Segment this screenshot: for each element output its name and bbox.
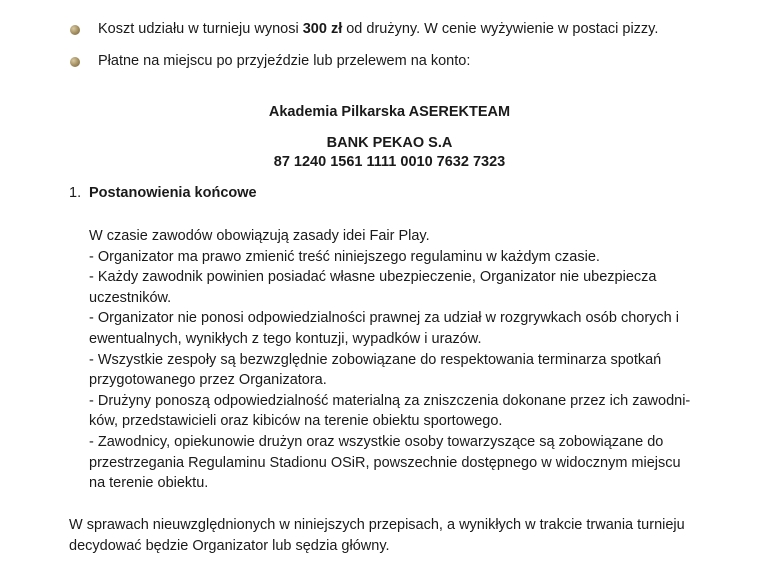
payment-bullet [70, 53, 470, 69]
bank-name: BANK PEKAO S.A [326, 135, 453, 151]
rules-line: ewentualnych, wynikłych z tego kontuzji, wypadków i urazów. [89, 330, 482, 347]
final-line: decydować będzie Organizator lub sędzia główny. [69, 538, 390, 554]
rules-line: na terenie obiektu. [89, 475, 209, 492]
final-line: W sprawach nieuwzględnionych w niniejszych przepisach, a wynikłych w trakcie trwania turnieju [69, 517, 685, 533]
rules-line: - Zawodnicy, opiekunowie drużyn oraz wszystkie osoby towarzyszące są zobowiązane do [89, 433, 664, 450]
final-paragraph [69, 515, 719, 557]
rules-line: W czasie zawodów obowiązują zasady idei Fair Play. [89, 228, 430, 244]
rules-line: - Każdy zawodnik powinien posiadać własne ubezpieczenie, Organizator nie ubezpiecza [89, 269, 657, 286]
bullet-icon [70, 25, 80, 35]
fee-amount: 300 zł [302, 21, 343, 37]
rules-line: przestrzegania Regulaminu Stadionu OSiR, powszechnie dostępnego w widocznym miejscu [89, 454, 681, 471]
rules-line: ków, przedstawicieli oraz kibiców na terenie obiektu sportowego. [89, 413, 503, 430]
rules-line: - Organizator ma prawo zmienić treść niniejszego regulaminu w każdym czasie. [89, 248, 600, 265]
account-number: 87 1240 1561 1111 0010 7632 7323 [273, 154, 506, 170]
rules-line: - Organizator nie ponosi odpowiedzialności prawnej za udział w rozgrywkach osób chorych i [89, 310, 679, 327]
club-name: Akademia Pilkarska ASEREKTEAM [268, 104, 511, 120]
rules-line: - Wszystkie zespoły są bezwzględnie zobowiązane do respektowania terminarza spotkań [89, 351, 662, 368]
rules-line: uczestników. [89, 289, 172, 306]
section-heading [69, 185, 257, 201]
fee-bullet [70, 21, 658, 37]
section-number: 1. [69, 185, 82, 201]
payment-text: Płatne na miejscu po przyjeździe lub przelewem na konto: [98, 53, 471, 69]
bullet-icon [70, 57, 80, 67]
section-title: Postanowienia końcowe [89, 185, 257, 201]
bank-details [0, 134, 779, 172]
rules-paragraph [89, 226, 719, 494]
fee-text: Koszt udziału w turnieju wynosi 300 zł od drużyny. W cenie wyżywienie w postaci pizzy. [98, 21, 659, 37]
rules-line: przygotowanego przez Organizatora. [89, 372, 327, 389]
rules-line: - Drużyny ponoszą odpowiedzialność materialną za zniszczenia dokonane przez ich zawodni- [89, 392, 691, 409]
